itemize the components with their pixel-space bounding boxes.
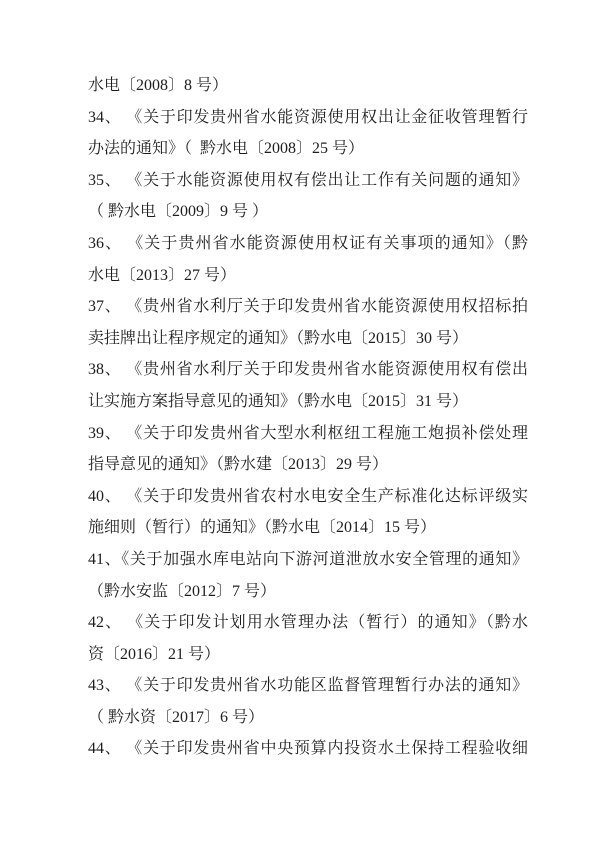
text-line: 41、《关于加强水库电站向下游河道泄放水安全管理的通知》 [88,550,528,568]
text-line: 办法的通知》（ 黔水电〔2008〕25 号） [88,140,365,158]
text-line: 34、 《关于印发贵州省水能资源使用权出让金征收管理暂行 [88,108,528,126]
text-line: 水电〔2013〕27 号） [88,266,237,284]
text-line: 38、 《贵州省水利厅关于印发贵州省水能资源使用权有偿出 [88,361,528,379]
text-line: 水电〔2008〕8 号） [88,77,229,94]
text-line: 指导意见的通知》（黔水建〔2013〕29 号） [88,456,389,474]
text-line: 43、 《关于印发贵州省水功能区监督管理暂行办法的通知》 [88,677,528,695]
text-line: 施细则（暂行）的通知》（黔水电〔2014〕15 号） [88,519,437,537]
text-line: （ 黔水电〔2009〕9 号 ） [88,203,269,221]
text-line: 40、 《关于印发贵州省农村水电安全生产标准化达标评级实 [88,487,528,505]
text-line: （ 黔水资〔2017〕6 号） [88,708,265,726]
text-line: （黔水安监〔2012〕7 号） [88,582,277,600]
text-line: 42、 《关于印发计划用水管理办法（暂行）的通知》（黔水 [88,614,528,632]
document-text-block [88,70,528,765]
text-line: 39、 《关于印发贵州省大型水利枢纽工程施工炮损补偿处理 [88,424,528,442]
text-line: 让实施方案指导意见的通知》（黔水电〔2015〕31 号） [88,392,469,410]
text-line: 36、 《关于贵州省水能资源使用权证有关事项的通知》（黔 [88,234,528,252]
text-line: 资〔2016〕21 号） [88,645,221,663]
text-line: 卖挂牌出让程序规定的通知》（黔水电〔2015〕30 号） [88,329,469,347]
text-line: 35、 《关于水能资源使用权有偿出让工作有关问题的通知》 [88,171,528,189]
text-line: 44、 《关于印发贵州省中央预算内投资水土保持工程验收细 [88,740,528,758]
text-line: 37、 《贵州省水利厅关于印发贵州省水能资源使用权招标拍 [88,298,528,316]
